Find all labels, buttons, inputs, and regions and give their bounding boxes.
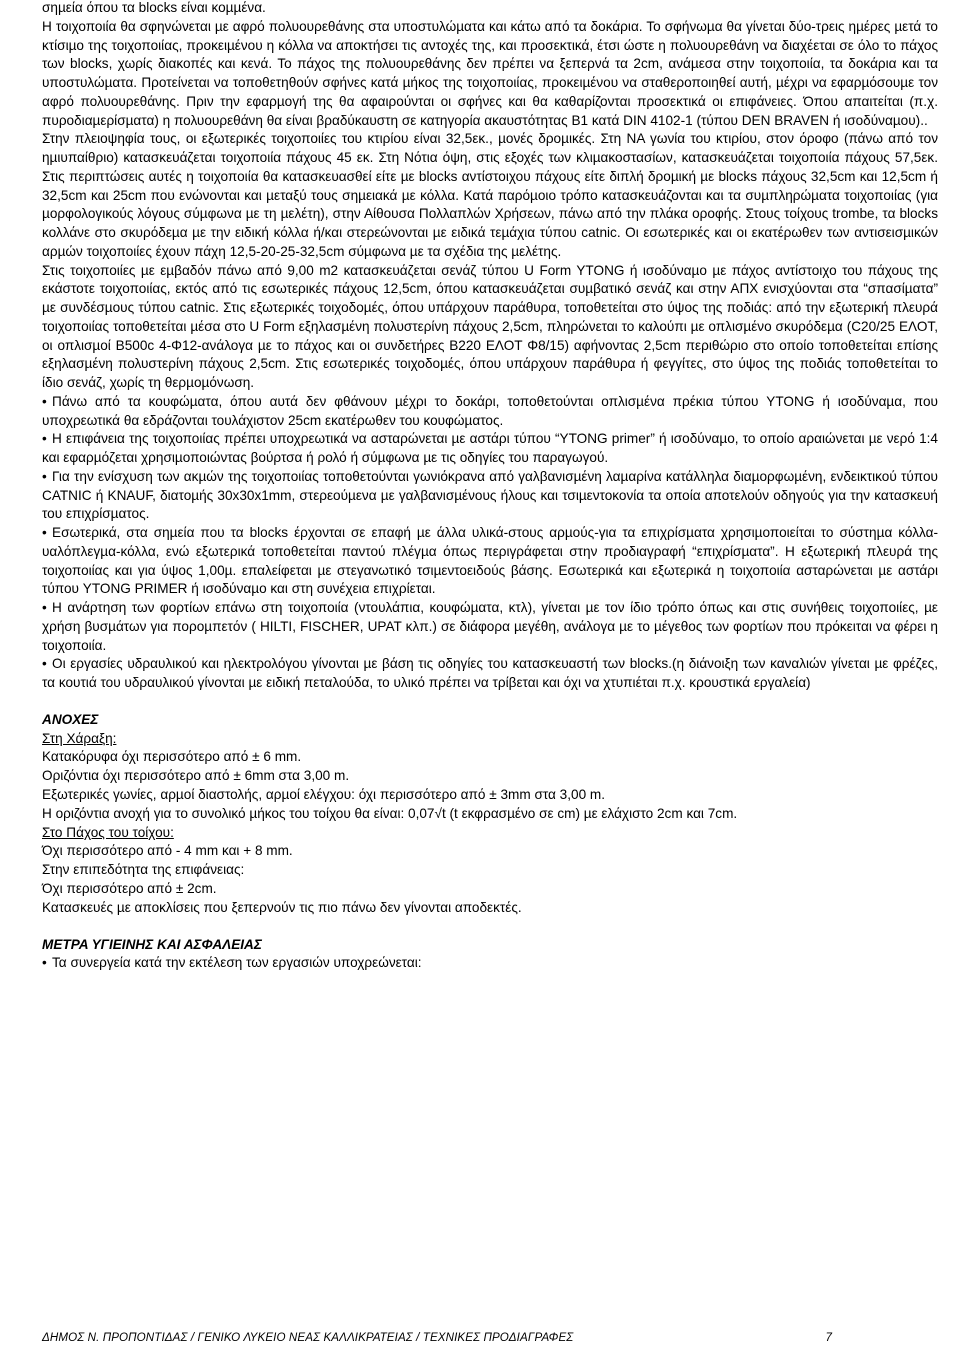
bullet-item: • Η ανάρτηση των φορτίων επάνω στη τοιχοποιία (ντουλάπια, κουφώµατα, κτλ), γίνεται µε τον ίδιο τρόπο όπως και στις συνήθεις τοιχοποιίες, µε χρήση βυσµάτων για ποροµπετόν ( HILTI, FISCHER, UPAT κλπ.) σε διάφορα µεγέθη, ανάλογα µε το µέγεθος των φορτίων που πρόκειται να φέρει η τοιχοποιία. <box>42 599 938 655</box>
tolerance-line: Κατακόρυφα όχι περισσότερο από ± 6 mm. <box>42 749 302 765</box>
tolerance-line: Κατασκευές µε αποκλίσεις που ξεπερνούν τις πιο πάνω δεν γίνονται αποδεκτές. <box>42 899 522 915</box>
bullet-item: • Οι εργασίες υδραυλικού και ηλεκτρολόγου γίνονται µε βάση τις οδηγίες του κατασκευαστή των blocks.(η διάνοιξη των καναλιών γίνεται µε φρέζες, τα κουτιά του υδραυλικού γίνονται µε ειδική πεταλούδα, το υλικό πρέπει να τρίβεται και όχι να χτυπιέται π.χ. κρουστικά εργαλεία) <box>42 655 938 693</box>
annexes-heading: ΑΝΟΧΕΣ <box>42 711 99 727</box>
paragraph: Στην πλειοψηφία τους, οι εξωτερικές τοιχοποιίες του κτιρίου είναι 32,5εκ., µονές δροµικές. Στη ΝΑ γωνία του κτιρίου, στον όροφο (πάνω από τον ηµιυπαίθριο) κατασκευάζεται τοιχοποιία πάχους 45 εκ. Στη Νότια όψη, στις εξοχές των κλιµακοστασίων, κατασκευάζεται τοιχοποιία πάχους 57,5εκ. Στις περιπτώσεις αυτές η τοιχοποιία θα κατασκευασθεί είτε µε blocks αντίστοιχου πάχους είτε διπλή δροµική µε blocks πάχους 32,5cm και 12,5cm ή 32,5cm και 25cm που ενώνονται και µεταξύ τους σηµειακά µε κόλλα. Κατά παρόµοιο τρόπο κατασκευάζονται και τα συµπληρώµατα τοιχοποιίας (για µορφολογικούς λόγους σύµφωνα µε τη µελέτη), στην Αίθουσα Πολλαπλών Χρήσεων, πάνω από την πλάκα οροφής. Στους τοίχους trombe, τα blocks κολλάνε στο σκυρόδεµα µε την ειδική κόλλα ή/και στερεώνονται µε ειδικά τεµάχια τύπου catnic. Οι εσωτερικές και οι εκατέρωθεν των αντισεισµικών αρµών τοιχοποιίες έχουν πάχη 12,5-20-25-32,5cm σύµφωνα µε τα σχέδια της µελέτης. <box>42 131 938 259</box>
paragraph: Στις τοιχοποιίες µε εµβαδόν πάνω από 9,00 m2 κατασκευάζεται σενάζ τύπου U Form YTONG ή ισοδύναµο µε πάχος αντίστοιχο του πάχους της εκάστοτε τοιχοποιίας, εκτός από τις εσωτερικές πάχους 12,5cm, όπου κατασκευάζεται συµβατικό σενάζ και στην ΑΠΧ ενισχύονται στα “σπασίµατα” µε συνδέσµους τύπου catnic. Στις εξωτερικές τοιχοδοµές, όπου υπάρχουν παράθυρα, τοποθετείται στο ύψος της ποδιάς: από την εξωτερική πλευρά τοιχοποιίας τοποθετείται µέσα στο U Form εξηλασµένη πολυστερίνη πάχους 2,5cm, πληρώνεται το καλούπι µε οπλισµένο σκυρόδεµα (C20/25 ΕΛΟΤ, οι οπλισµοί Β500c 4-Φ12-ανάλογα µε το πάχος και οι συνδετήρες Β220 ΕΛΟΤ Φ8/15) αφήνοντας 2,5cm περιθώριο στο οποίο τοποθετείται επίσης εξηλασµένη πολυστερίνη πάχους 2,5cm. Στις εσωτερικές τοιχοδοµές, όπου υπάρχουν παράθυρα ή φεγγίτες, στο ύψος της ποδιάς τοποθετείται το ίδιο σενάζ, χωρίς τη θερµοµόνωση. <box>42 262 938 390</box>
tolerance-line: Εξωτερικές γωνίες, αρµοί διαστολής, αρµοί ελέγχου: όχι περισσότερο από ± 3mm στα 3,00 m. <box>42 786 606 802</box>
paragraph: Η τοιχοποιία θα σφηνώνεται µε αφρό πολυουρεθάνης στα υποστυλώµατα και κάτω από τα δοκάρια. Το σφήνωµα θα γίνεται δύο-τρεις ηµέρες µετά το κτίσιµο της τοιχοποιίας, προκειµένου η κόλλα να αποκτήσει τις αντοχές της, και προσεκτικά, έτσι ώστε η πολυουρεθάνη να διαχέεται σε όλο το πάχος των blocks, χωρίς διακοπές και κενά. Το πάχος της πολυουρεθάνης δεν πρέπει να ξεπερνά τα 2cm, ανάµεσα στην τοιχοποιία, τα δοκάρια και τα υποστυλώµατα. Προτείνεται να τοποθετηθούν σφήνες κατά µήκος της τοιχοποιίας, προκειµένου να σταθεροποιηθεί αυτή, µέχρι να εφαρµόσουµε τον αφρό πολυουρεθάνης. Πριν την εφαρµογή της θα αφαιρούνται οι σφήνες και θα καθαρίζονται προσεκτικά οι επιφάνειες. Όπου απαιτείται (π.χ. πυροδιαµερίσµατα) η πολυουρεθάνη θα είναι βραδύκαυστη σε κατηγορία ακαυστότητας Β1 κατά DIN 4102-1 (τύπου DEN BRAVEN ή ισοδύναµου).. <box>42 18 938 128</box>
safety-heading: ΜΕΤΡΑ ΥΓΙΕΙΝΗΣ ΚΑΙ ΑΣΦΑΛΕΙΑΣ <box>42 936 262 952</box>
marking-title: Στη Χάραξη: <box>42 730 117 746</box>
bullet-item: • Εσωτερικά, στα σηµεία που τα blocks έρχονται σε επαφή µε άλλα υλικά-στους αρµούς-για τα επιχρίσµατα χρησιµοποιείται το σύστηµα κόλλα-υαλόπλεγµα-κόλλα, ενώ εξωτερικά τοποθετείται παντού πλέγµα όπως περιγράφεται στην προδιαγραφή “επιχρίσµατα”. Η εξωτερική πλευρά της τοιχοποιίας και για ύψος 1,00µ. επαλείφεται µε στεγανωτικό τσιµεντοειδούς βάσης. Εσωτερικά και εξωτερικά η τοιχοποιία ασταρώνεται µε αστάρι τύπου YTONG PRIMER ή ισοδύναµο και στη συνέχεια επιχρίεται. <box>42 524 938 599</box>
tolerance-line: Στην επιπεδότητα της επιφάνειας: <box>42 862 245 878</box>
bullet-item: • Πάνω από τα κουφώµατα, όπου αυτά δεν φθάνουν µέχρι το δοκάρι, τοποθετούνται οπλισµένα πρέκια τύπου YTONG ή ισοδύναµα, που υποχρεωτικά θα εδράζονται τουλάχιστον 25cm εκατέρωθεν του κουφώµατος. <box>42 393 938 431</box>
thickness-title: Στο Πάχος του τοίχου: <box>42 824 174 840</box>
bullet-item: • Για την ενίσχυση των ακµών της τοιχοποιίας τοποθετούνται γωνιόκρανα από γαλβανισµένη λαµαρίνα κατάλληλα διαµορφωµένη, ενδεικτικού τύπου CATNIC ή KNAUF, διατοµής 30x30x1mm, στερεούµενα µε γαλβανισµένους ήλους και τσιµεντοκονία τα οποία αποτελούν οδηγούς για την κατασκευή του επιχρίσµατος. <box>42 468 938 524</box>
tolerance-line: Όχι περισσότερο από ± 2cm. <box>42 880 217 896</box>
tolerance-line: Η οριζόντια ανοχή για το συνολικό µήκος του τοίχου θα είναι: 0,07√t (t εκφρασµένο σε cm) µε ελάχιστο 2cm και 7cm. <box>42 805 738 821</box>
bullet-item: • Η επιφάνεια της τοιχοποιίας πρέπει υποχρεωτικά να ασταρώνεται µε αστάρι τύπου “YTONG primer” ή ισοδύναµο, το οποίο αραιώνεται µε νερό 1:4 και εφαρµόζεται χρησιµοποιώντας βούρτσα ή ρολό ή σύµφωνα µε τις οδηγίες του παραγωγού. <box>42 430 938 468</box>
page-footer <box>42 1331 832 1344</box>
paragraph: σηµεία όπου τα blocks είναι κοµµένα. <box>42 0 266 15</box>
tolerance-line: Οριζόντια όχι περισσότερο από ± 6mm στα 3,00 m. <box>42 768 350 784</box>
footer-text: ΔΗΜΟΣ Ν. ΠΡΟΠΟΝΤΙΔΑΣ / ΓΕΝΙΚΟ ΛΥΚΕΙΟ ΝΕΑΣ ΚΑΛΛΙΚΡΑΤΕΙΑΣ / ΤΕΧΝΙΚΕΣ ΠΡΟΔΙΑΓΡΑΦΕΣ <box>42 1331 574 1344</box>
bullet-item: • Τα συνεργεία κατά την εκτέλεση των εργασιών υποχρεώνεται: <box>42 954 938 973</box>
page-number: 7 <box>825 1331 832 1344</box>
document-page <box>42 0 938 973</box>
tolerance-line: Όχι περισσότερο από - 4 mm και + 8 mm. <box>42 843 293 859</box>
